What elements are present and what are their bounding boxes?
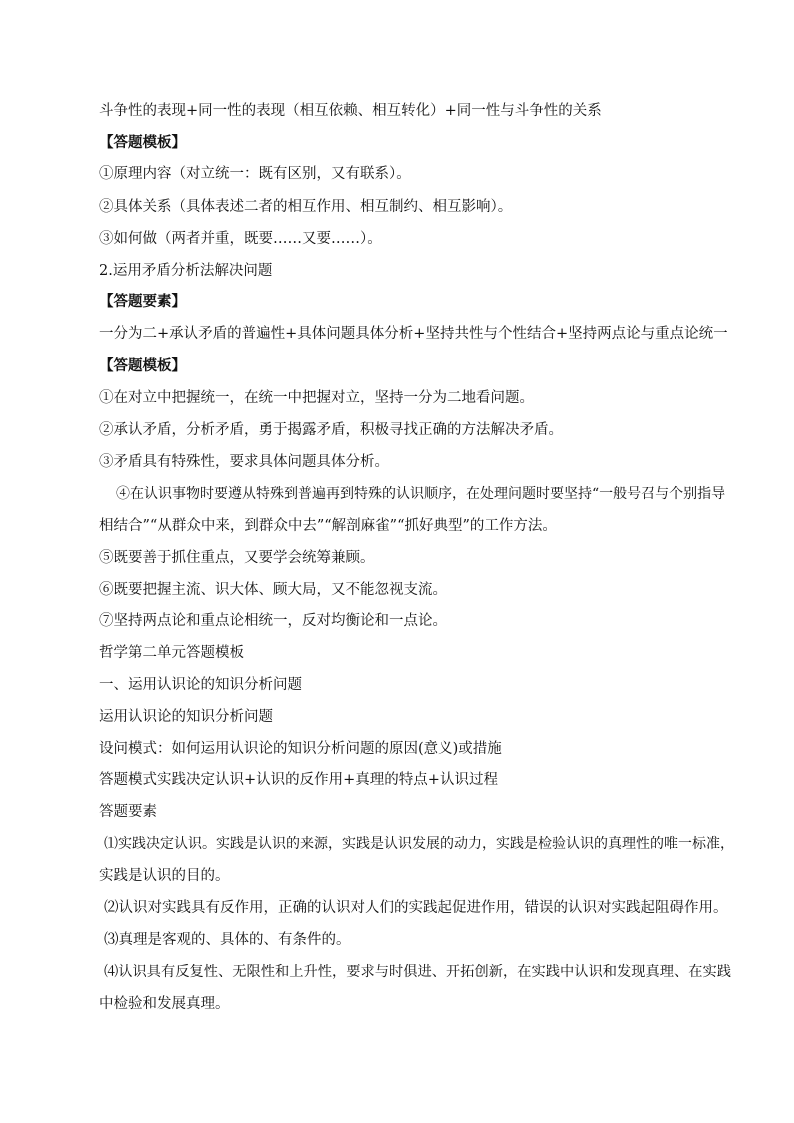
heading-answer-template-2: 【答题模板】 bbox=[99, 357, 186, 374]
heading-answer-elements-1: 【答题要素】 bbox=[99, 293, 186, 310]
text-line-answer-elements: 一分为二+承认矛盾的普遍性+具体问题具体分析+坚持共性与个性结合+坚持两点论与重点论统一 bbox=[99, 326, 728, 342]
heading-answer-elements-2: 答题要素 bbox=[99, 804, 157, 820]
list-item-3: ③如何做（两者并重，既要……又要……）。 bbox=[99, 231, 382, 247]
list-item-p2: ⑵认识对实践具有反作用，正确的认识对人们的实践起促进作用，错误的认识对实践起阻碍作用。 bbox=[104, 900, 728, 916]
text-line-epistemology: 运用认识论的知识分析问题 bbox=[99, 709, 273, 725]
list-item-3b: ③矛盾具有特殊性，要求具体问题具体分析。 bbox=[99, 454, 389, 470]
text-line-question-mode: 设问模式：如何运用认识论的知识分析问题的原因(意义)或措施 bbox=[99, 741, 502, 757]
list-item-4b-continued: 相结合”“从群众中来，到群众中去”“解剖麻雀”“抓好典型”的工作方法。 bbox=[99, 518, 557, 534]
section-title-contradiction-analysis: 2.运用矛盾分析法解决问题 bbox=[99, 263, 273, 279]
list-item-6b: ⑥既要把握主流、识大体、顾大局，又不能忽视支流。 bbox=[99, 582, 447, 598]
list-item-p4-continued: 中检验和发展真理。 bbox=[99, 996, 230, 1012]
list-item-2: ②具体关系（具体表述二者的相互作用、相互制约、相互影响）。 bbox=[99, 199, 513, 215]
text-line-answer-mode: 答题模式实践决定认识+认识的反作用+真理的特点+认识过程 bbox=[99, 772, 498, 788]
list-item-7b: ⑦坚持两点论和重点论相统一，反对均衡论和一点论。 bbox=[99, 613, 447, 629]
list-item-p1: ⑴实践决定认识。实践是认识的来源，实践是认识发展的动力，实践是检验认识的真理性的唯一标准， bbox=[104, 836, 734, 852]
section-title-unit-two: 哲学第二单元答题模板 bbox=[99, 645, 244, 661]
text-line-conflict-elements: 斗争性的表现+同一性的表现（相互依赖、相互转化）+同一性与斗争性的关系 bbox=[99, 103, 602, 119]
list-item-1b: ①在对立中把握统一，在统一中把握对立，坚持一分为二地看问题。 bbox=[99, 390, 534, 406]
list-item-4b: ④在认识事物时要遵从特殊到普遍再到特殊的认识顺序，在处理问题时要坚持“一般号召与个别指导 bbox=[116, 486, 726, 502]
list-item-5b: ⑤既要善于抓住重点，又要学会统筹兼顾。 bbox=[99, 550, 375, 566]
list-item-p1-continued: 实践是认识的目的。 bbox=[99, 868, 230, 884]
subsection-title-epistemology: 一、运用认识论的知识分析问题 bbox=[99, 677, 302, 693]
list-item-2b: ②承认矛盾，分析矛盾，勇于揭露矛盾，积极寻找正确的方法解决矛盾。 bbox=[99, 422, 563, 438]
list-item-p3: ⑶真理是客观的、具体的、有条件的。 bbox=[104, 932, 351, 948]
list-item-p4: ⑷认识具有反复性、无限性和上升性，要求与时俱进、开拓创新，在实践中认识和发现真理、在实践 bbox=[104, 964, 732, 980]
heading-answer-template-1: 【答题模板】 bbox=[99, 134, 186, 151]
list-item-1: ①原理内容（对立统一：既有区别，又有联系）。 bbox=[99, 166, 411, 182]
